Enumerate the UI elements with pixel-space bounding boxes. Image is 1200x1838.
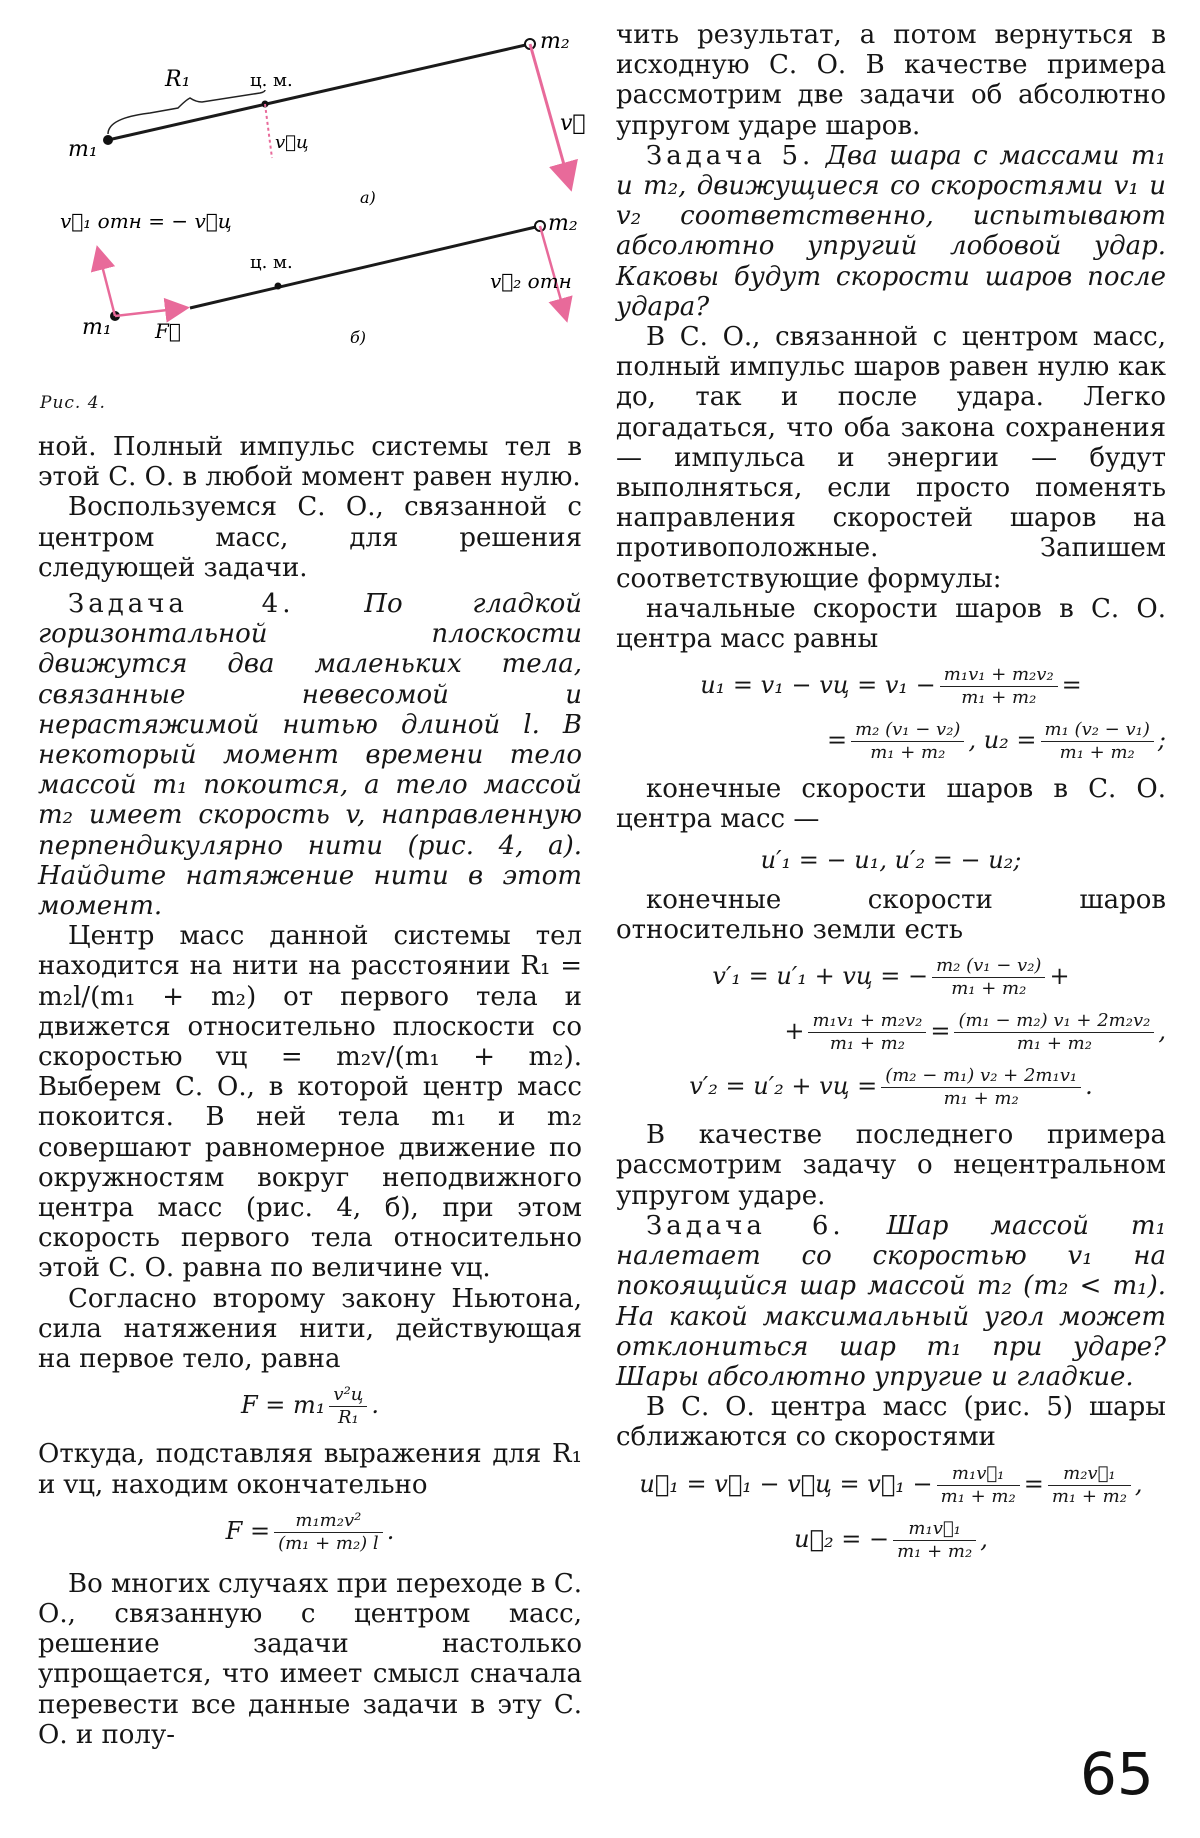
fraction-denominator: R₁ <box>337 1407 359 1429</box>
brace-r1 <box>108 90 265 134</box>
fraction-numerator: m₂ (v₁ − v₂) <box>932 955 1045 978</box>
label-force-f: F⃗ <box>155 319 181 343</box>
label-v2rel: v⃗₂ отн <box>490 269 572 293</box>
left-column <box>38 432 582 1750</box>
formula-end: . <box>371 1391 379 1420</box>
fraction-denominator: m₁ + m₂ <box>870 742 946 764</box>
task-heading: Задача 4. <box>68 589 295 620</box>
label-m2-a: m₂ <box>540 29 570 54</box>
paragraph: чить результат, а потом вернуться в исходную С. О. В качестве примера рассмотрим две задачи об абсолютно упругом ударе шаров. <box>616 20 1166 141</box>
label-part-a: а) <box>360 188 376 207</box>
formula-mid: , u₂ = <box>968 726 1037 755</box>
formula-u1-vector <box>616 1463 1166 1508</box>
fraction-numerator: m₂v⃗₁ <box>1048 1463 1131 1486</box>
formula-end: , <box>1134 1469 1143 1498</box>
paragraph: В качестве последнего примера рассмотрим задачу о нецентральном упругом ударе. <box>616 1120 1166 1211</box>
paragraph: Откуда, подставляя выражения для R₁ и vц, находим окончательно <box>38 1439 582 1500</box>
fraction-numerator: (m₂ − m₁) v₂ + 2m₁v₁ <box>881 1065 1081 1088</box>
fraction-denominator: m₁ + m₂ <box>1051 1485 1127 1507</box>
task-heading: Задача 6. <box>646 1210 845 1241</box>
formula-end: , <box>980 1524 988 1553</box>
label-m1-b: m₁ <box>82 315 112 340</box>
formula-lhs: F = <box>225 1516 271 1545</box>
paragraph: Центр масс данной системы тел находится на нити на расстоянии R₁ = m₂l/(m₁ + m₂) от первого тела и движется относительно плоскости со скоростью vц = m₂v/(m₁ + m₂). Выберем С. О., в которой центр масс покоится. В ней тела m₁ и m₂ совершают равномерное движение по окружностям вокруг неподвижного центра масс (рис. 4, б), при этом скорость первого тела относительно этой С. О. равна по величине vц. <box>38 921 582 1284</box>
formula-lhs: v′₁ = u′₁ + vц = − <box>712 962 929 991</box>
formula-lhs: u⃗₁ = v⃗₁ − v⃗ц = v⃗₁ − <box>639 1469 933 1498</box>
formula-end: . <box>1085 1072 1093 1101</box>
fraction-denominator: m₁ + m₂ <box>940 1485 1016 1507</box>
fraction-denominator: m₁ + m₂ <box>951 978 1027 1000</box>
center-of-mass-b <box>275 283 282 290</box>
page-number: 65 <box>1080 1740 1154 1808</box>
formula-end: = <box>1061 671 1082 700</box>
string-line-b <box>190 226 540 308</box>
paragraph: конечные скорости шаров относительно земли есть <box>616 884 1166 946</box>
formula-v1-prime <box>616 955 1166 1000</box>
velocity-vc-arrow <box>265 104 272 158</box>
task-4 <box>38 589 582 921</box>
formula-v1-prime-cont <box>616 1010 1166 1055</box>
task-6 <box>616 1211 1166 1392</box>
task-text: Шар массой m₁ налетает со скоростью v₁ на покоящийся шар массой m₂ (m₂ < m₁). На какой максимальный угол может отклониться шар m₁ при ударе? Шары абсолютно упругие и гладкие. <box>616 1210 1166 1392</box>
formula-lhs: F = m₁ <box>241 1391 326 1420</box>
paragraph: Согласно второму закону Ньютона, сила натяжения нити, действующая на первое тело, равна <box>38 1283 582 1375</box>
formula-lhs: = <box>827 726 848 755</box>
label-r1: R₁ <box>165 67 191 92</box>
label-m1-a: m₁ <box>68 137 98 162</box>
velocity-v1rel-arrow <box>98 250 115 316</box>
fraction-denominator: m₁ + m₂ <box>1016 1033 1092 1055</box>
label-part-b: б) <box>350 328 367 347</box>
formula-u2-vector <box>616 1518 1166 1563</box>
fraction-denominator: m₁ + m₂ <box>961 687 1037 709</box>
string-line-a <box>108 44 530 140</box>
mass-m1-a <box>103 135 113 145</box>
label-vc: v⃗ц <box>275 132 309 153</box>
fraction-numerator: m₁m₂v² <box>274 1510 383 1533</box>
paragraph: ной. Полный импульс системы тел в этой С. О. в любой момент равен нулю. <box>38 432 582 493</box>
formula-end: , <box>1158 1017 1166 1046</box>
formula-mid: = <box>1023 1469 1044 1498</box>
formula-end: . <box>386 1516 395 1545</box>
fraction-numerator: m₁v₁ + m₂v₂ <box>940 664 1058 687</box>
label-cm-b: ц. м. <box>250 252 293 273</box>
force-f-arrow <box>115 308 185 316</box>
right-column <box>616 20 1166 1573</box>
task-5 <box>616 141 1166 322</box>
fraction-numerator: (m₁ − m₂) v₁ + 2m₂v₂ <box>954 1010 1154 1033</box>
paragraph: Во многих случаях при переходе в С. О., связанную с центром масс, решение задачи настолько упрощается, что имеет смысл сначала перевести все данные задачи в эту С. О. и полу- <box>38 1568 582 1750</box>
task-heading: Задача 5. <box>646 140 815 171</box>
fraction-numerator: v²ц <box>329 1384 367 1407</box>
label-v1rel: v⃗₁ отн = − v⃗ц <box>60 209 232 233</box>
paragraph: В С. О. центра масс (рис. 5) шары сближаются со скоростями <box>616 1392 1166 1453</box>
task-text: По гладкой горизонтальной плоскости движутся два маленьких тела, связанные невесомой и нерастяжимой нитью длиной l. В некоторый момент времени тело массой m₁ покоится, а тело массой m₂ имеет скорость v, направленную перпендикулярно нити (рис. 4, а). Найдите натяжение нити в этот момент. <box>38 589 582 922</box>
fraction-numerator: m₁v₁ + m₂v₂ <box>808 1010 926 1033</box>
figure-caption: Рис. 4. <box>40 393 106 413</box>
formula-end: ; <box>1157 726 1166 755</box>
fraction-numerator: m₂ (v₁ − v₂) <box>851 719 964 742</box>
formula-force <box>38 1384 582 1429</box>
formula-end: + <box>1049 962 1070 991</box>
paragraph: начальные скорости шаров в С. О. центра масс равны <box>616 593 1166 655</box>
fraction-numerator: m₁ (v₂ − v₁) <box>1041 719 1154 742</box>
task-text: Два шара с массами m₁ и m₂, движущиеся со скоростями v₁ и v₂ соответственно, испытывают абсолютно упругий лобовой удар. Каковы будут скорости шаров после удара? <box>616 140 1166 322</box>
figure-part-a <box>68 29 586 207</box>
formula-lhs: u₁ = v₁ − vц = v₁ − <box>700 671 936 700</box>
formula-u1-u2 <box>616 719 1166 764</box>
fraction-denominator: (m₁ + m₂) l <box>278 1532 379 1554</box>
paragraph: Воспользуемся С. О., связанной с центром масс, для решения следующей задачи. <box>38 492 582 583</box>
label-m2-b: m₂ <box>548 211 578 236</box>
fraction-denominator: m₁ + m₂ <box>943 1088 1019 1110</box>
label-cm-a: ц. м. <box>250 70 293 91</box>
figure-part-b <box>60 209 578 347</box>
fraction-numerator: m₁v⃗₁ <box>893 1518 976 1541</box>
label-v: v⃗ <box>560 111 586 136</box>
formula-lhs: v′₂ = u′₂ + vц = <box>689 1072 878 1101</box>
fraction-numerator: m₁v⃗₁ <box>937 1463 1020 1486</box>
formula-lhs: + <box>784 1017 805 1046</box>
formula-v2-prime <box>616 1065 1166 1110</box>
fraction-denominator: m₁ + m₂ <box>897 1540 973 1562</box>
figure-4 <box>60 18 620 398</box>
fraction-denominator: m₁ + m₂ <box>1059 742 1135 764</box>
paragraph: конечные скорости шаров в С. О. центра масс — <box>616 774 1166 835</box>
formula-mid: = <box>930 1017 951 1046</box>
paragraph: В С. О., связанной с центром масс, полный импульс шаров равен нулю как до, так и после удара. Легко догадаться, что оба закона сохранения — импульса и энергии — будут выполняться, если просто поменять направления скоростей шаров на противоположные. Запишем соответствующие формулы: <box>616 322 1166 594</box>
formula-u-prime: u′₁ = − u₁, u′₂ = − u₂; <box>760 845 1022 874</box>
formula-lhs: u⃗₂ = − <box>794 1524 890 1553</box>
fraction-denominator: m₁ + m₂ <box>829 1033 905 1055</box>
formula-force-final <box>38 1510 582 1555</box>
formula-u1 <box>616 664 1166 709</box>
